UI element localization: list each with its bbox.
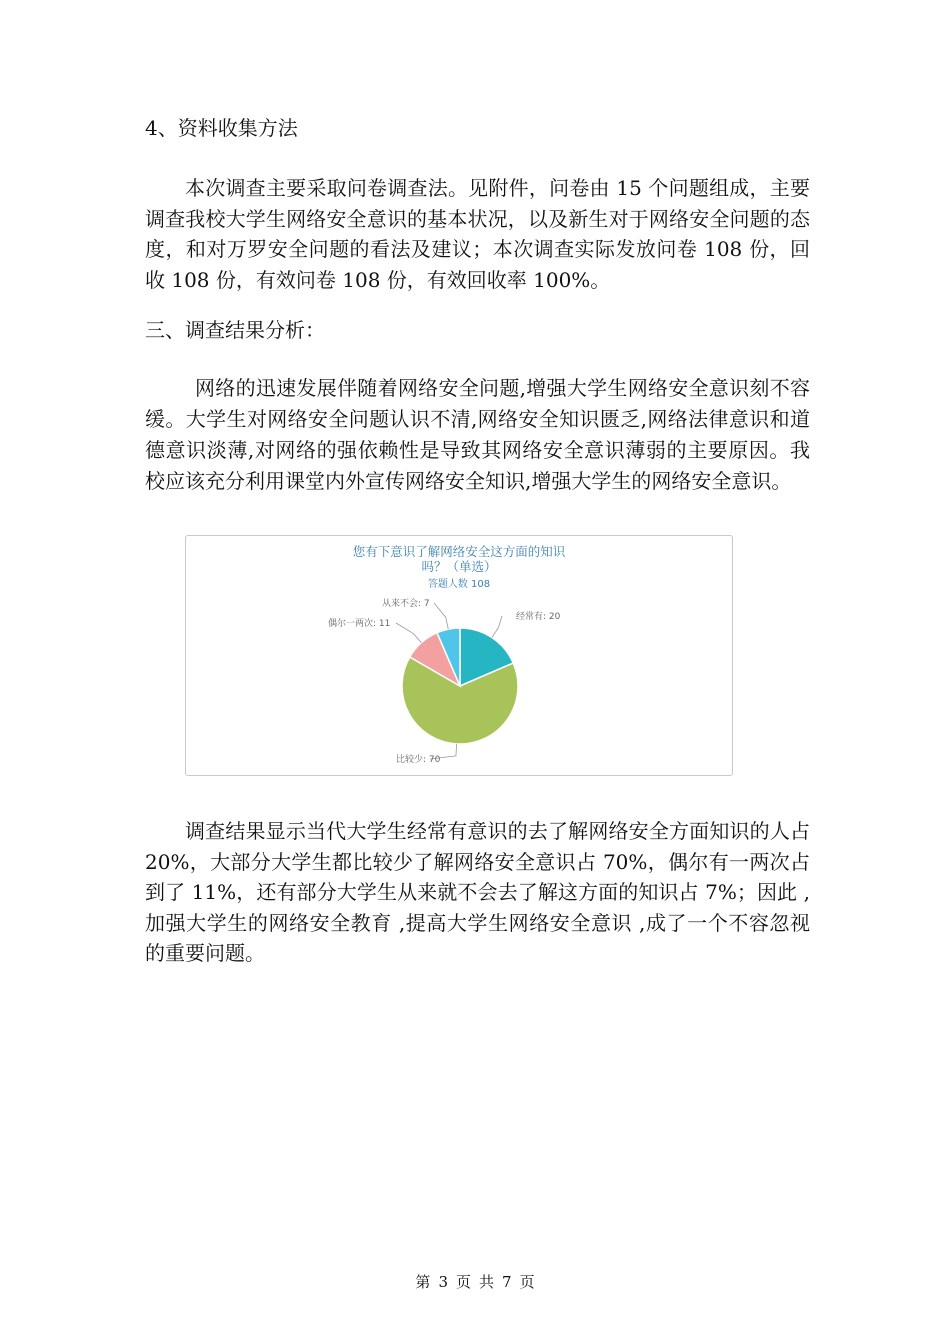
footer-page-number: 3 bbox=[438, 1273, 448, 1291]
pie-slice-label-4: 从来不会: 7 bbox=[382, 599, 430, 609]
chart-title-line2: 吗？（单选） bbox=[421, 559, 497, 574]
page-footer bbox=[0, 1271, 950, 1292]
pie-slice-label-3: 偶尔一两次: 11 bbox=[328, 619, 391, 629]
paragraph-background: 网络的迅速发展伴随着网络安全问题,增强大学生网络安全意识刻不容缓。大学生对网络安全问题认识不清,网络安全知识匮乏,网络法律意识和道德意识淡薄,对网络的强依赖性是导致其网络安全意识薄弱的主要原因。我校应该充分利用课堂内外宣传网络安全知识,增强大学生的网络安全意识。 bbox=[145, 376, 810, 493]
pie-slice-label-2: 比较少: 70 bbox=[396, 755, 441, 765]
section-heading-results: 三、调查结果分析： bbox=[145, 318, 325, 342]
pie-leader-line-1 bbox=[492, 616, 502, 638]
chart-subtitle: 答题人数 108 bbox=[427, 579, 491, 590]
paragraph-method: 本次调查主要采取问卷调查法。见附件，问卷由 15 个问题组成，主要调查我校大学生网络安全意识的基本状况，以及新生对于网络安全问题的态度，和对万罗安全问题的看法及建议；本次调查实际发放问卷 108 份，回收 108 份，有效问卷 108 份，有效回收率 100%。 bbox=[145, 176, 810, 292]
footer-total-word: 共 bbox=[479, 1273, 495, 1291]
footer-page-word: 页 bbox=[455, 1273, 471, 1291]
pie-leader-line-3 bbox=[396, 623, 421, 643]
chart-title-line1: 您有下意识了解网络安全这方面的知识 bbox=[352, 544, 566, 559]
section-heading-data-collection: 4、资料收集方法 bbox=[145, 116, 298, 140]
pie-chart-panel bbox=[185, 535, 733, 776]
footer-prefix: 第 bbox=[415, 1273, 431, 1291]
footer-suffix: 页 bbox=[519, 1273, 535, 1291]
paragraph-conclusion: 调查结果显示当代大学生经常有意识的去了解网络安全方面知识的人占 20%，大部分大学生都比较少了解网络安全意识占 70%，偶尔有一两次占到了 11%，还有部分大学生从来就不会去了解这方面的知识占 7%；因此 ,加强大学生的网络安全教育 ,提高大学生网络安全意识 ,成了一个不容忽视的重要问题。 bbox=[145, 819, 810, 965]
pie-chart bbox=[186, 536, 732, 775]
pie-slice-label-1: 经常有: 20 bbox=[516, 612, 561, 622]
footer-total-pages: 7 bbox=[502, 1273, 512, 1291]
pie-leader-line-4 bbox=[434, 603, 448, 629]
